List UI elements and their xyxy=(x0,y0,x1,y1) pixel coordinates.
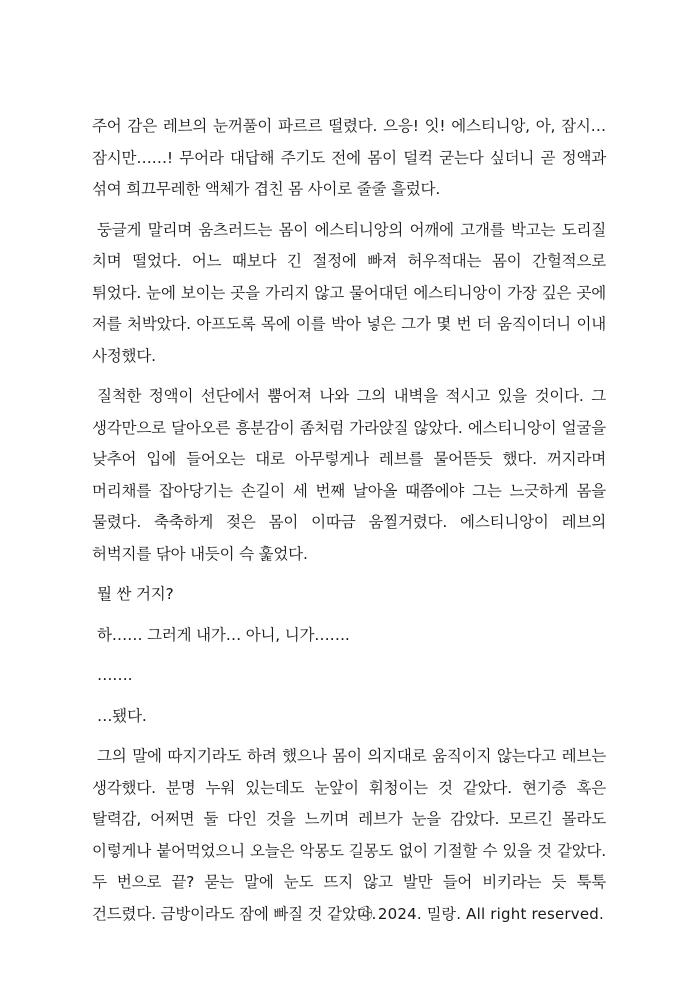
paragraph-4: 그의 말에 따지기라도 하려 했으나 몸이 의지대로 움직이지 않는다고 레브는 생각했다. 분명 누워 있는데도 눈앞이 휘청이는 것 같았다. 현기증 혹은 탈력감, 어쩌면 둘 다인 것을 느끼며 레브가 눈을 감았다. 모르긴 몰라도 이렇게나 붙어먹었으니 오늘은 악몽도 길몽도 없이 기절할 수 있을 것 같았다. 두 번으로 끝? 묻는 말에 눈도 뜨지 않고 발만 들어 비키라는 듯 툭툭 건드렸다. 금방이라도 잠에 빠질 것 같았다. xyxy=(92,747,606,923)
dialogue-line-3: ……. xyxy=(97,666,133,684)
paragraph-1: 주어 감은 레브의 눈꺼풀이 파르르 떨렸다. 으응! 잇! 에스티니앙, 아, 잠시… 잠시만……! 무어라 대답해 주기도 전에 몸이 덜컥 굳는다 싶더니 곧 정액과 섞여 희끄무레한 액체가 겹친 몸 사이로 줄줄 흘렀다. xyxy=(92,117,606,198)
paragraph-2: 둥글게 말리며 움츠러드는 몸이 에스티니앙의 어깨에 고개를 박고는 도리질 치며 떨었다. 어느 때보다 긴 절정에 빠져 허우적대는 몸이 간헐적으로 튀었다. 눈에 보이는 곳을 가리지 않고 물어대던 에스티니앙이 가장 깊은 곳에 저를 처박았다. 아프도록 목에 이를 박아 넣은 그가 몇 번 더 움직이더니 이내 사정했다. xyxy=(92,220,606,365)
dialogue-line-1: 뭘 싼 거지? xyxy=(97,585,174,603)
dialogue-line-2: 하…… 그러게 내가… 아니, 니가……. xyxy=(97,625,350,644)
paragraph-3: 질척한 정액이 선단에서 뿜어져 나와 그의 내벽을 적시고 있을 것이다. 그 생각만으로 달아오른 흥분감이 좀처럼 가라앉질 않았다. 에스티니앙이 얼굴을 낮추어 입에 들어오는 대로 아무렇게나 레브를 물어뜯듯 했다. 꺼지라며 머리채를 잡아당기는 손길이 세 번째 날아올 때쯤에야 그는 느긋하게 몸을 물렸다. 축축하게 젖은 몸이 이따금 움찔거렸다. 에스티니앙이 레브의 허벅지를 닦아 내듯이 슥 훑었다. xyxy=(92,387,606,563)
story-text xyxy=(92,111,606,939)
dialogue-line-4: …됐다. xyxy=(97,706,147,725)
copyright-notice: ⓒ 2024. 밀랑. All right reserved. xyxy=(357,905,604,923)
